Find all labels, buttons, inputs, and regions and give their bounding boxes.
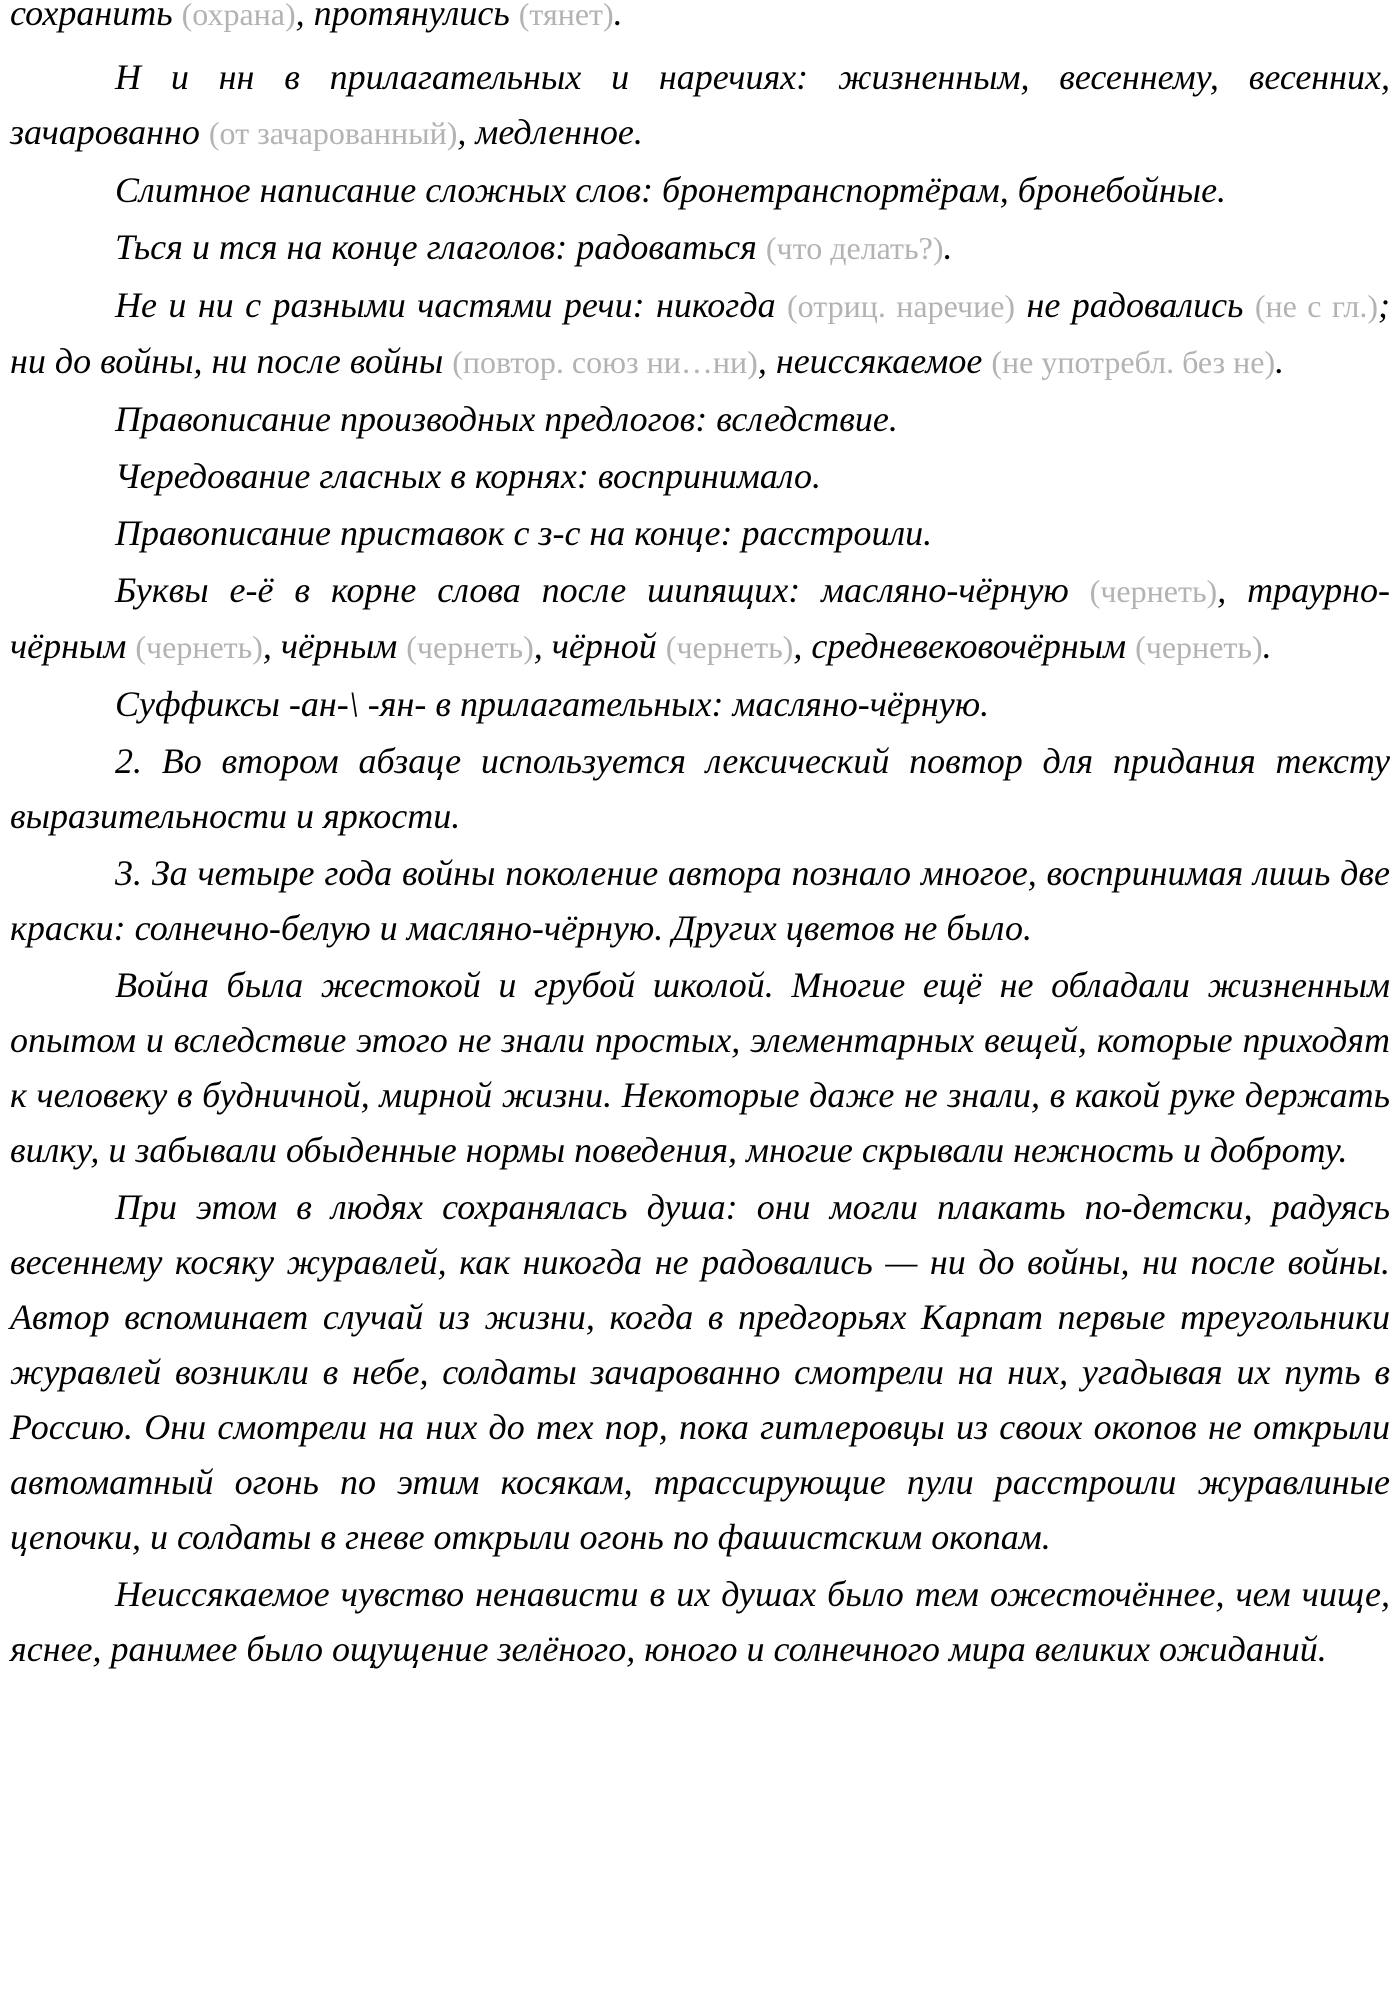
- hint-tyanet: (тянет): [518, 0, 614, 32]
- answer-2: 2. Во втором абзаце используется лексический повтор для придания тексту выразительности и яркости.: [10, 741, 1390, 836]
- yo-hint-2: (чернеть): [135, 629, 263, 665]
- neni-t3: ; ни до войны, ни после войны: [10, 285, 1391, 381]
- neni-end: .: [1275, 341, 1285, 381]
- hint-okhrana: (охрана): [181, 0, 296, 32]
- analysis-line-prepositions: Правописание производных предлогов: вследствие.: [115, 399, 898, 439]
- yo-hint-4: (чернеть): [665, 629, 794, 665]
- word-sokhranit: сохранить: [10, 0, 173, 33]
- paragraph-hatred: Неиссякаемое чувство ненависти в их душах было тем ожесточённее, чем чище, яснее, ранимее было ощущение зелёного, юного и солнечного мира великих ожиданий.: [10, 1574, 1390, 1669]
- analysis-line-yo: Буквы е-ё в корне слова после шипящих: масляно-чёрную (чернеть), траурно-чёрным (чернеть), чёрным (чернеть), чёрной (чернеть), средневековочёрным (чернеть).: [10, 570, 1390, 666]
- yo-lead: Буквы е-ё в корне слова после шипящих: масляно-чёрную: [115, 570, 1069, 610]
- neni-hint4: (не употребл. без не): [991, 344, 1276, 380]
- analysis-line-prefix: Правописание приставок с з-с на конце: расстроили.: [115, 513, 933, 553]
- nn-tail: , медленное.: [457, 112, 643, 152]
- analysis-line-suffix: Суффиксы -ан-\ -ян- в прилагательных: масляно-чёрную.: [115, 684, 990, 724]
- yo-word-2: траурно-чёрным: [10, 570, 1390, 666]
- paragraph-war-school: Война была жестокой и грубой школой. Многие ещё не обладали жизненным опытом и вследствие этого не знали простых, элементарных вещей, которые приходят к человеку в будничной, мирной жизни. Некоторые даже не знали, в какой руке держать вилку, и забывали обыденные нормы поведения, многие скрывали нежность и доброту.: [10, 965, 1390, 1170]
- yo-sep-4: ,: [793, 626, 803, 666]
- analysis-line-tsya: [10, 220, 1390, 276]
- yo-hint-3: (чернеть): [406, 629, 534, 665]
- nn-lead: Н и нн в прилагательных и наречиях:: [115, 57, 809, 97]
- nn-hint: (от зачарованный): [208, 115, 458, 151]
- document-page: [10, 0, 1390, 1677]
- tsya-hint: (что делать?): [765, 230, 944, 266]
- analysis-line-neni: [10, 278, 1390, 390]
- neni-lead: Не и ни с разными частями речи: никогда: [115, 285, 776, 325]
- neni-hint1: (отриц. наречие): [787, 288, 1016, 324]
- neni-t2: не радовались: [1026, 285, 1244, 325]
- answer-3: 3. За четыре года войны поколение автора познало многое, воспринимая лишь две краски: солнечно-белую и масляно-чёрную. Других цветов не было.: [10, 853, 1390, 948]
- tsya-text: Ться и тся на конце глаголов: радоваться: [115, 227, 757, 267]
- yo-hint-5: (чернеть): [1135, 629, 1263, 665]
- analysis-line-nn: [10, 50, 1390, 161]
- nn-words: жизненным, весеннему, весенних, зачарованно: [10, 57, 1390, 152]
- yo-word-5: средневековочёрным: [811, 626, 1127, 666]
- yo-sep-1: ,: [1217, 570, 1227, 610]
- yo-word-3: чёрным: [280, 626, 398, 666]
- yo-hint-1: (чернеть): [1089, 573, 1218, 609]
- yo-sep-3: ,: [533, 626, 543, 666]
- neni-t4: , неиссякаемое: [757, 341, 983, 381]
- word-protyanulis: протянулись: [313, 0, 510, 33]
- analysis-line-compound: Слитное написание сложных слов: бронетранспортёрам, бронебойные.: [115, 170, 1227, 210]
- paragraph-cranes: При этом в людях сохранялась душа: они могли плакать по-детски, радуясь весеннему косяку журавлей, как никогда не радовались — ни до войны, ни после войны. Автор вспоминает случай из жизни, когда в предгорьях Карпат первые треугольники журавлей возникли в небе, солдаты зачарованно смотрели на них, угадывая их путь в Россию. Они смотрели на них до тех пор, пока гитлеровцы из своих окопов не открыли автоматный огонь по этим косякам, трассирующие пули расстроили журавлиные цепочки, и солдаты в гневе открыли огонь по фашистским окопам.: [10, 1187, 1390, 1557]
- analysis-line-alternation: Чередование гласных в корнях: воспринимало.: [115, 456, 821, 496]
- tsya-end: .: [943, 227, 953, 267]
- yo-sep-2: ,: [262, 626, 272, 666]
- analysis-line-roots: сохранить (охрана), протянулись (тянет).: [10, 0, 1390, 42]
- yo-word-4: чёрной: [551, 626, 657, 666]
- neni-hint3: (повтор. союз ни…ни): [452, 344, 758, 380]
- neni-hint2: (не с гл.): [1254, 288, 1379, 324]
